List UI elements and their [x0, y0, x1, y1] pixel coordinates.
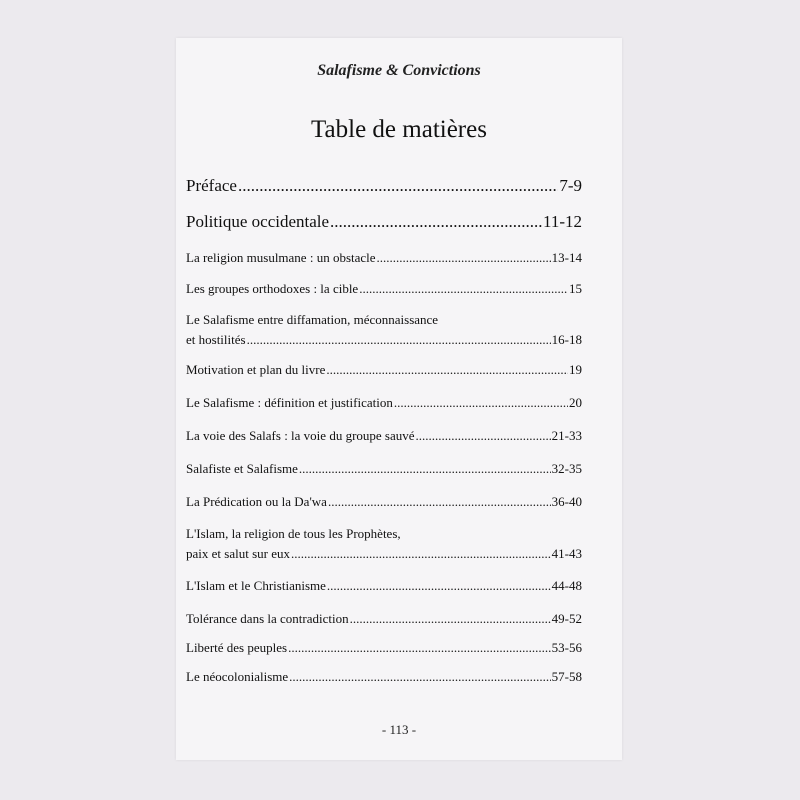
toc-entry-title: La voie des Salafs : la voie du groupe sauvé	[186, 428, 415, 443]
toc-entry-pages: 15	[569, 281, 582, 296]
dot-leader	[288, 640, 551, 656]
toc-entry-title: Politique occidentale	[186, 212, 330, 231]
toc-entry-title: paix et salut sur eux	[186, 546, 290, 561]
toc-entry-liberte-peuples	[186, 640, 582, 656]
dot-leader	[330, 212, 542, 232]
toc-entry-predication	[186, 494, 582, 510]
toc-entry-salafiste-salafisme	[186, 461, 582, 477]
toc-entry-title: Tolérance dans la contradiction	[186, 611, 349, 626]
dot-leader	[350, 611, 551, 627]
toc-entry-pages: 53-56	[551, 640, 582, 655]
toc-entry-title: Liberté des peuples	[186, 640, 288, 655]
dot-leader	[416, 428, 551, 444]
toc-entry-title: Salafiste et Salafisme	[186, 461, 298, 476]
dot-leader	[359, 281, 568, 297]
dot-leader	[327, 578, 551, 594]
toc-entry-preface	[186, 176, 582, 196]
toc-entry-pages: 13-14	[551, 250, 582, 265]
toc-entry-pages: 32-35	[551, 461, 582, 476]
toc-entry-salafisme-diffamation	[186, 312, 582, 348]
toc-entry-title-line1: Le Salafisme entre diffamation, méconnaissance	[186, 312, 439, 327]
toc-entry-pages: 20	[569, 395, 582, 410]
running-header: Salafisme & Convictions	[317, 62, 481, 79]
toc-entry-islam-christianisme	[186, 578, 582, 594]
toc-entry-title: Les groupes orthodoxes : la cible	[186, 281, 359, 296]
dot-leader	[328, 494, 551, 510]
toc-entry-islam-prophetes	[186, 526, 582, 562]
toc-entry-title: La Prédication ou la Da'wa	[186, 494, 327, 509]
toc-entry-title: L'Islam et le Christianisme	[186, 578, 326, 593]
toc-entry-title: Le Salafisme : définition et justification	[186, 395, 393, 410]
toc-entry-motivation	[186, 362, 582, 378]
toc-entry-politique-occidentale	[186, 212, 582, 232]
book-page	[176, 38, 622, 760]
dot-leader	[326, 362, 568, 378]
dot-leader	[289, 669, 550, 685]
toc-entry-pages: 57-58	[551, 669, 582, 684]
dot-leader	[377, 250, 551, 266]
page-number: - 113 -	[381, 722, 417, 737]
toc-entry-pages: 44-48	[551, 578, 582, 593]
toc-entry-pages: 11-12	[542, 212, 582, 231]
toc-entry-pages: 21-33	[551, 428, 582, 443]
toc-entry-neocolonialisme	[186, 669, 582, 685]
toc-entry-salafisme-definition	[186, 395, 582, 411]
dot-leader	[394, 395, 568, 411]
page-title: Table de matières	[311, 116, 487, 143]
toc-entry-title-line1: L'Islam, la religion de tous les Prophètes,	[186, 526, 401, 541]
dot-leader	[291, 546, 551, 562]
toc-entry-title: Le néocolonialisme	[186, 669, 289, 684]
toc-entry-title: et hostilités	[186, 332, 246, 347]
toc-entry-voie-des-salafs	[186, 428, 582, 444]
dot-leader	[299, 461, 551, 477]
toc-entry-pages: 49-52	[551, 611, 582, 626]
toc-entry-title: La religion musulmane : un obstacle	[186, 250, 376, 265]
dot-leader	[247, 332, 551, 348]
toc-entry-title: Préface	[186, 176, 237, 195]
toc-entry-pages: 16-18	[551, 332, 582, 347]
toc-entry-title: Motivation et plan du livre	[186, 362, 326, 377]
toc-entry-pages: 7-9	[559, 176, 582, 195]
toc-entry-pages: 19	[569, 362, 582, 377]
toc-entry-tolerance	[186, 611, 582, 627]
toc-entry-groupes-orthodoxes	[186, 281, 582, 297]
toc-entry-pages: 41-43	[551, 546, 582, 561]
dot-leader	[238, 176, 558, 196]
toc-entry-religion-musulmane	[186, 250, 582, 266]
toc-entry-pages: 36-40	[551, 494, 582, 509]
